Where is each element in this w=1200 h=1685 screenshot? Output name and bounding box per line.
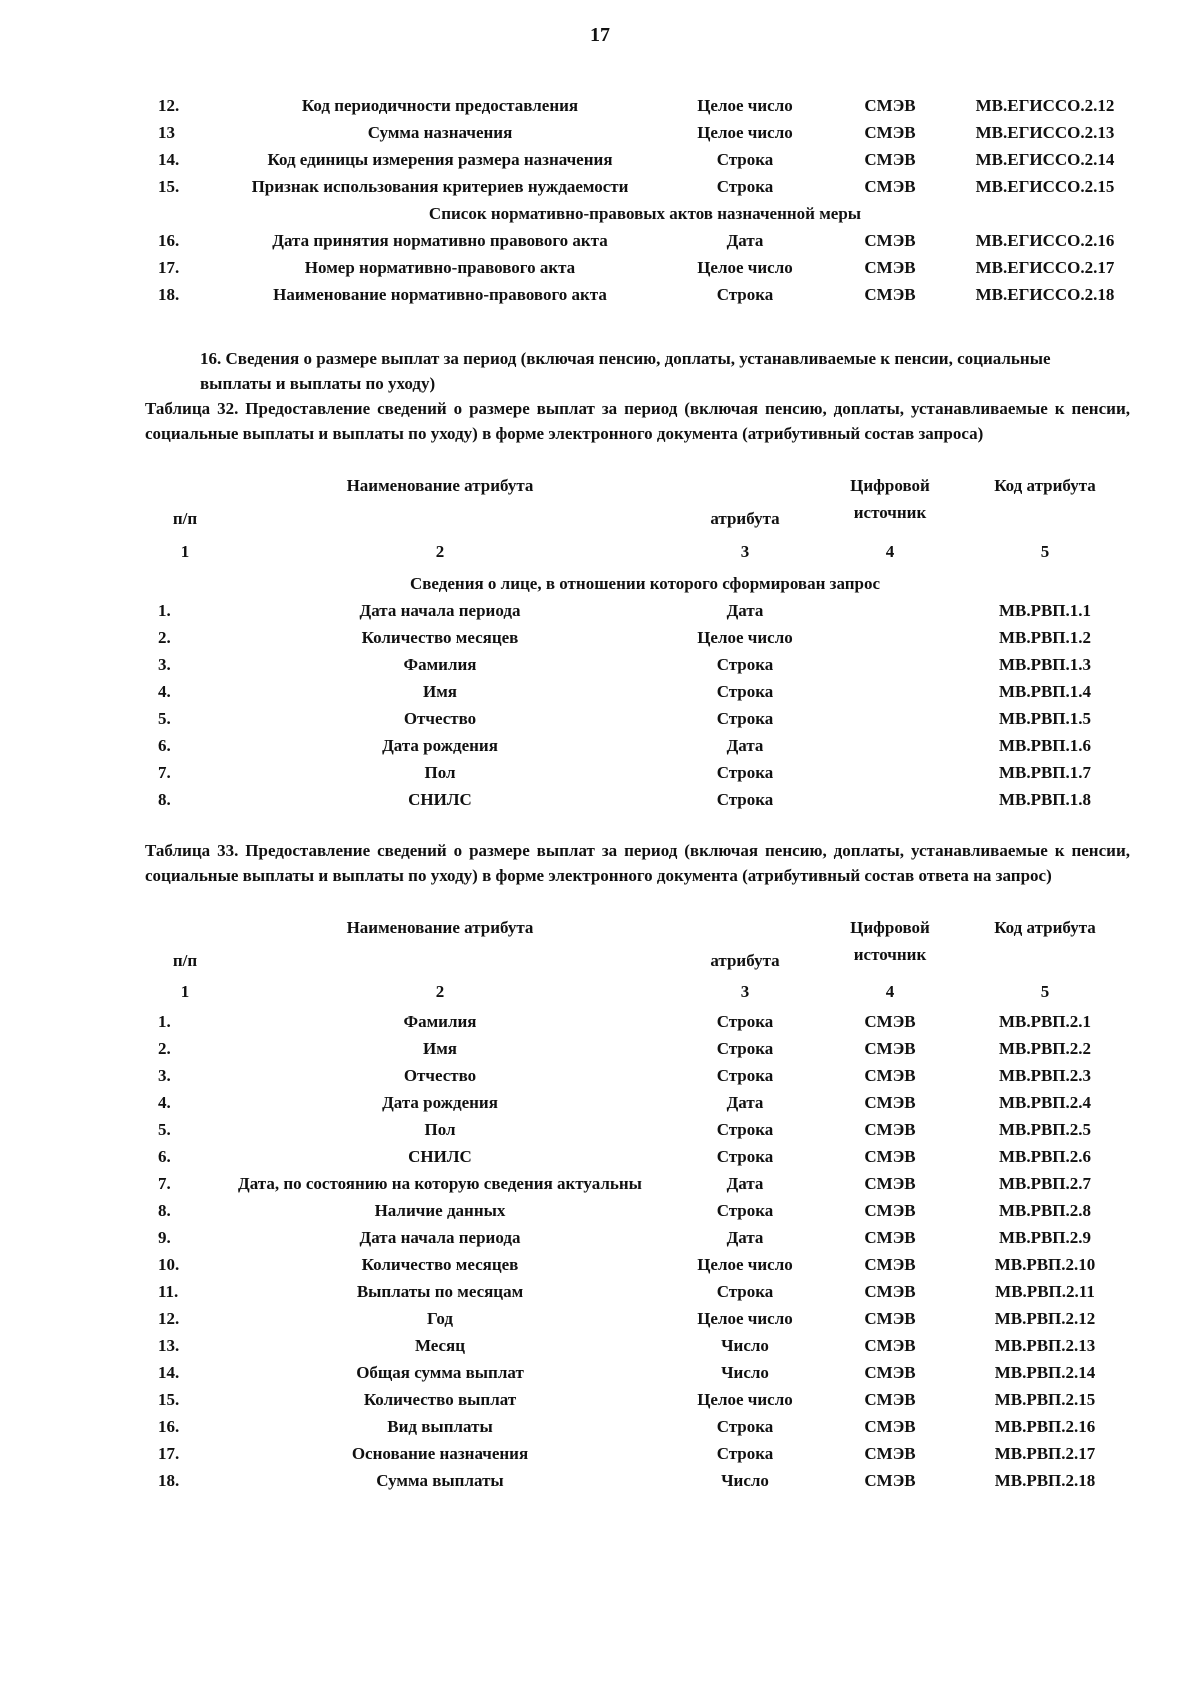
attribute-type: Целое число	[697, 1390, 793, 1409]
attribute-code: МВ.РВП.1.8	[998, 790, 1092, 809]
row-number: 13.	[158, 1336, 180, 1355]
attribute-code: МВ.РВП.2.16	[994, 1417, 1096, 1436]
row-number: 5.	[158, 709, 171, 728]
table-row	[150, 1170, 1140, 1197]
row-number: 8.	[158, 1201, 171, 1220]
attribute-type: Строка	[716, 709, 774, 728]
attribute-name: Общая сумма выплат	[356, 1363, 524, 1382]
attribute-name: Наименование нормативно-правового акта	[273, 285, 607, 304]
table-row	[150, 786, 1140, 813]
digital-source	[830, 597, 950, 624]
attribute-name: Код периодичности предоставления	[301, 96, 579, 115]
attribute-name: Дата рождения	[382, 736, 498, 755]
attribute-code: МВ.РВП.2.13	[994, 1336, 1096, 1355]
column-number: 2	[435, 981, 445, 1001]
attribute-type: Целое число	[697, 1255, 793, 1274]
attribute-name: СНИЛС	[408, 1147, 472, 1166]
digital-source: СМЭВ	[864, 285, 916, 304]
table-row	[150, 254, 1140, 281]
attribute-name: Признак использования критериев нуждаемости	[251, 177, 629, 196]
digital-source: СМЭВ	[864, 1336, 916, 1355]
row-number: 4.	[158, 682, 171, 701]
attribute-code: МВ.ЕГИССО.2.16	[975, 231, 1115, 250]
t32-header-name: Наименование атрибута	[346, 476, 534, 495]
attribute-name: Выплаты по месяцам	[356, 1282, 524, 1301]
digital-source: СМЭВ	[864, 1174, 916, 1193]
row-number: 4.	[158, 1093, 171, 1112]
digital-source: СМЭВ	[864, 1093, 916, 1112]
row-number: 13	[158, 123, 175, 142]
attribute-type: Дата	[726, 601, 764, 620]
attribute-name: Год	[427, 1309, 453, 1328]
attribute-type: Строка	[716, 763, 774, 782]
digital-source: СМЭВ	[864, 96, 916, 115]
digital-source: СМЭВ	[864, 258, 916, 277]
attribute-name: Количество выплат	[363, 1390, 517, 1409]
attribute-code: МВ.РВП.2.10	[994, 1255, 1096, 1274]
attribute-type: Целое число	[697, 1309, 793, 1328]
digital-source: СМЭВ	[864, 1012, 916, 1031]
attribute-type: Строка	[716, 285, 774, 304]
row-number: 3.	[158, 655, 171, 674]
digital-source	[830, 759, 950, 786]
table-row	[150, 1035, 1140, 1062]
row-number: 3.	[158, 1066, 171, 1085]
attribute-name: Имя	[423, 682, 457, 701]
attribute-name: Количество месяцев	[361, 1255, 519, 1274]
table-row	[150, 1224, 1140, 1251]
table-row	[150, 1062, 1140, 1089]
attribute-type: Целое число	[697, 96, 793, 115]
attribute-type: Строка	[716, 682, 774, 701]
t32-header-code: Код атрибута	[994, 476, 1096, 495]
t33-header-num: п/п	[172, 951, 198, 970]
attribute-type: Строка	[716, 1039, 774, 1058]
attribute-name: Месяц	[414, 1336, 466, 1355]
t33-header-type: атрибута	[710, 951, 780, 970]
attribute-type: Строка	[716, 1147, 774, 1166]
table-33	[150, 914, 1140, 1494]
attribute-type: Дата	[726, 1228, 764, 1247]
digital-source: СМЭВ	[864, 1147, 916, 1166]
attribute-code: МВ.РВП.1.4	[998, 682, 1092, 701]
digital-source	[830, 651, 950, 678]
attribute-name: Основание назначения	[351, 1444, 529, 1463]
digital-source	[830, 678, 950, 705]
attribute-code: МВ.РВП.1.5	[998, 709, 1092, 728]
row-number: 15.	[158, 177, 180, 196]
table-top-body-2	[150, 227, 1140, 308]
attribute-name: Пол	[424, 1120, 456, 1139]
attribute-code: МВ.ЕГИССО.2.15	[975, 177, 1115, 196]
row-number: 12.	[158, 96, 180, 115]
attribute-name: Сумма выплаты	[376, 1471, 504, 1490]
digital-source: СМЭВ	[864, 231, 916, 250]
row-number: 6.	[158, 736, 171, 755]
attribute-code: МВ.РВП.1.3	[998, 655, 1092, 674]
digital-source: СМЭВ	[864, 1120, 916, 1139]
attribute-name: СНИЛС	[408, 790, 472, 809]
row-number: 18.	[158, 285, 180, 304]
digital-source: СМЭВ	[864, 150, 916, 169]
row-number: 15.	[158, 1390, 180, 1409]
digital-source: СМЭВ	[864, 1201, 916, 1220]
table-row	[150, 1008, 1140, 1035]
attribute-type: Число	[721, 1471, 769, 1490]
attribute-code: МВ.РВП.2.14	[994, 1363, 1096, 1382]
attribute-name: Дата принятия нормативно правового акта	[272, 231, 608, 250]
column-number: 3	[740, 981, 750, 1001]
digital-source: СМЭВ	[864, 177, 916, 196]
row-number: 1.	[158, 601, 171, 620]
attribute-code: МВ.РВП.2.15	[994, 1390, 1096, 1409]
row-number: 10.	[158, 1255, 180, 1274]
row-number: 12.	[158, 1309, 180, 1328]
table-top	[150, 92, 1140, 308]
attribute-type: Дата	[726, 736, 764, 755]
table32-caption: Таблица 32. Предоставление сведений о размере выплат за период (включая пенсию, доплаты, устанавливаемые к пенсии, социальные выплаты и выплаты по уходу) в форме электронного документа (атрибутивный состав запроса)	[145, 399, 1130, 443]
row-number: 2.	[158, 628, 171, 647]
table-row	[150, 759, 1140, 786]
t33-header-code: Код атрибута	[994, 918, 1096, 937]
column-number: 5	[1040, 981, 1050, 1001]
attribute-name: Дата рождения	[382, 1093, 498, 1112]
row-number: 5.	[158, 1120, 171, 1139]
attribute-code: МВ.РВП.2.3	[998, 1066, 1092, 1085]
attribute-code: МВ.РВП.2.12	[994, 1309, 1096, 1328]
row-number: 16.	[158, 231, 180, 250]
table-row	[150, 1305, 1140, 1332]
attribute-type: Строка	[716, 1120, 774, 1139]
attribute-type: Целое число	[697, 123, 793, 142]
row-number: 11.	[158, 1282, 179, 1301]
digital-source: СМЭВ	[864, 1228, 916, 1247]
table-row	[150, 1332, 1140, 1359]
attribute-code: МВ.РВП.2.2	[998, 1039, 1092, 1058]
row-number: 16.	[158, 1417, 180, 1436]
attribute-type: Число	[721, 1336, 769, 1355]
column-number: 1	[180, 541, 190, 561]
row-number: 7.	[158, 763, 171, 782]
t33-header-name: Наименование атрибута	[346, 918, 534, 937]
table-row	[150, 1197, 1140, 1224]
table-row	[150, 1089, 1140, 1116]
t33-header-numbers	[150, 974, 1140, 1008]
attribute-code: МВ.ЕГИССО.2.14	[975, 150, 1115, 169]
column-number: 4	[885, 981, 895, 1001]
digital-source	[830, 705, 950, 732]
row-number: 17.	[158, 258, 180, 277]
attribute-code: МВ.РВП.1.1	[998, 601, 1092, 620]
attribute-code: МВ.РВП.2.5	[998, 1120, 1092, 1139]
table-row	[150, 597, 1140, 624]
row-number: 17.	[158, 1444, 180, 1463]
table-row	[150, 678, 1140, 705]
attribute-code: МВ.РВП.2.17	[994, 1444, 1096, 1463]
digital-source: СМЭВ	[864, 1309, 916, 1328]
table-top-subheading: Список нормативно-правовых актов назначенной меры	[428, 204, 862, 223]
column-number: 2	[435, 541, 445, 561]
t32-header-num: п/п	[172, 509, 198, 528]
attribute-type: Строка	[716, 1444, 774, 1463]
attribute-code: МВ.РВП.2.9	[998, 1228, 1092, 1247]
row-number: 1.	[158, 1012, 171, 1031]
attribute-name: Дата начала периода	[359, 601, 521, 620]
attribute-name: Фамилия	[403, 1012, 477, 1031]
attribute-code: МВ.РВП.1.2	[998, 628, 1092, 647]
attribute-type: Строка	[716, 1066, 774, 1085]
table-row	[150, 92, 1140, 119]
table33-caption: Таблица 33. Предоставление сведений о размере выплат за период (включая пенсию, доплаты, устанавливаемые к пенсии, социальные выплаты и выплаты по уходу) в форме электронного документа (атрибутивный состав ответа на запрос)	[145, 841, 1130, 885]
column-number: 1	[180, 981, 190, 1001]
attribute-name: Дата начала периода	[359, 1228, 521, 1247]
attribute-code: МВ.РВП.2.6	[998, 1147, 1092, 1166]
table-row	[150, 1359, 1140, 1386]
attribute-name: Код единицы измерения размера назначения	[267, 150, 613, 169]
attribute-code: МВ.РВП.1.6	[998, 736, 1092, 755]
attribute-code: МВ.ЕГИССО.2.12	[975, 96, 1115, 115]
row-number: 7.	[158, 1174, 171, 1193]
table-row	[150, 1467, 1140, 1494]
digital-source	[830, 732, 950, 759]
row-number: 14.	[158, 150, 180, 169]
section-16-title: 16. Сведения о размере выплат за период (включая пенсию, доплаты, устанавливаемые к пенсии, социальные выплаты и выплаты по уходу)	[200, 349, 1051, 393]
attribute-code: МВ.ЕГИССО.2.13	[975, 123, 1115, 142]
table-row	[150, 624, 1140, 651]
table-row	[150, 1116, 1140, 1143]
table-row	[150, 651, 1140, 678]
attribute-type: Строка	[716, 1012, 774, 1031]
attribute-name: Фамилия	[403, 655, 477, 674]
attribute-code: МВ.РВП.2.1	[998, 1012, 1092, 1031]
t32-subheading: Сведения о лице, в отношении которого сформирован запрос	[409, 574, 881, 593]
row-number: 14.	[158, 1363, 180, 1382]
attribute-code: МВ.РВП.2.18	[994, 1471, 1096, 1490]
digital-source: СМЭВ	[864, 1255, 916, 1274]
attribute-type: Дата	[726, 1174, 764, 1193]
t32-header-type: атрибута	[710, 509, 780, 528]
attribute-type: Целое число	[697, 258, 793, 277]
row-number: 18.	[158, 1471, 180, 1490]
attribute-name: Наличие данных	[374, 1201, 506, 1220]
attribute-type: Строка	[716, 1417, 774, 1436]
attribute-name: Отчество	[403, 709, 477, 728]
t32-header-source: Цифровой источник	[850, 476, 930, 522]
attribute-name: Количество месяцев	[361, 628, 519, 647]
digital-source: СМЭВ	[864, 1066, 916, 1085]
digital-source: СМЭВ	[864, 1282, 916, 1301]
attribute-code: МВ.ЕГИССО.2.17	[975, 258, 1115, 277]
t32-header-numbers	[150, 532, 1140, 570]
t32-body	[150, 597, 1140, 813]
table-32	[150, 472, 1140, 813]
attribute-type: Целое число	[697, 628, 793, 647]
attribute-code: МВ.РВП.2.7	[998, 1174, 1092, 1193]
table-row	[150, 1440, 1140, 1467]
table-row	[150, 173, 1140, 200]
attribute-type: Строка	[716, 655, 774, 674]
attribute-type: Число	[721, 1363, 769, 1382]
table-row	[150, 1386, 1140, 1413]
attribute-type: Строка	[716, 150, 774, 169]
row-number: 6.	[158, 1147, 171, 1166]
digital-source: СМЭВ	[864, 1039, 916, 1058]
table-row	[150, 281, 1140, 308]
table-row	[150, 146, 1140, 173]
attribute-code: МВ.ЕГИССО.2.18	[975, 285, 1115, 304]
row-number: 8.	[158, 790, 171, 809]
row-number: 2.	[158, 1039, 171, 1058]
column-number: 4	[885, 541, 895, 561]
digital-source: СМЭВ	[864, 1444, 916, 1463]
page-number: 17	[590, 24, 610, 46]
attribute-code: МВ.РВП.1.7	[998, 763, 1092, 782]
attribute-name: Пол	[424, 763, 456, 782]
digital-source: СМЭВ	[864, 1390, 916, 1409]
table-row	[150, 1143, 1140, 1170]
attribute-type: Дата	[726, 1093, 764, 1112]
table-top-body	[150, 92, 1140, 200]
attribute-type: Дата	[726, 231, 764, 250]
digital-source: СМЭВ	[864, 123, 916, 142]
attribute-type: Строка	[716, 1201, 774, 1220]
table-row	[150, 1413, 1140, 1440]
digital-source	[830, 786, 950, 813]
column-number: 3	[740, 541, 750, 561]
attribute-code: МВ.РВП.2.11	[995, 1282, 1095, 1301]
attribute-type: Строка	[716, 790, 774, 809]
table-row	[150, 732, 1140, 759]
t33-body	[150, 1008, 1140, 1494]
attribute-code: МВ.РВП.2.4	[998, 1093, 1092, 1112]
attribute-type: Строка	[716, 1282, 774, 1301]
table-row	[150, 705, 1140, 732]
digital-source: СМЭВ	[864, 1363, 916, 1382]
attribute-code: МВ.РВП.2.8	[998, 1201, 1092, 1220]
column-number: 5	[1040, 541, 1050, 561]
attribute-type: Строка	[716, 177, 774, 196]
attribute-name: Вид выплаты	[387, 1417, 493, 1436]
digital-source: СМЭВ	[864, 1417, 916, 1436]
t33-header-source: Цифровой источник	[850, 918, 930, 964]
table-row	[150, 119, 1140, 146]
table-row	[150, 227, 1140, 254]
table-row	[150, 1278, 1140, 1305]
attribute-name: Имя	[423, 1039, 457, 1058]
digital-source: СМЭВ	[864, 1471, 916, 1490]
attribute-name: Отчество	[403, 1066, 477, 1085]
attribute-name: Сумма назначения	[367, 123, 513, 142]
table-row	[150, 1251, 1140, 1278]
row-number: 9.	[158, 1228, 171, 1247]
attribute-name: Дата, по состоянию на которую сведения актуальны	[238, 1174, 642, 1193]
digital-source	[830, 624, 950, 651]
attribute-name: Номер нормативно-правового акта	[304, 258, 576, 277]
